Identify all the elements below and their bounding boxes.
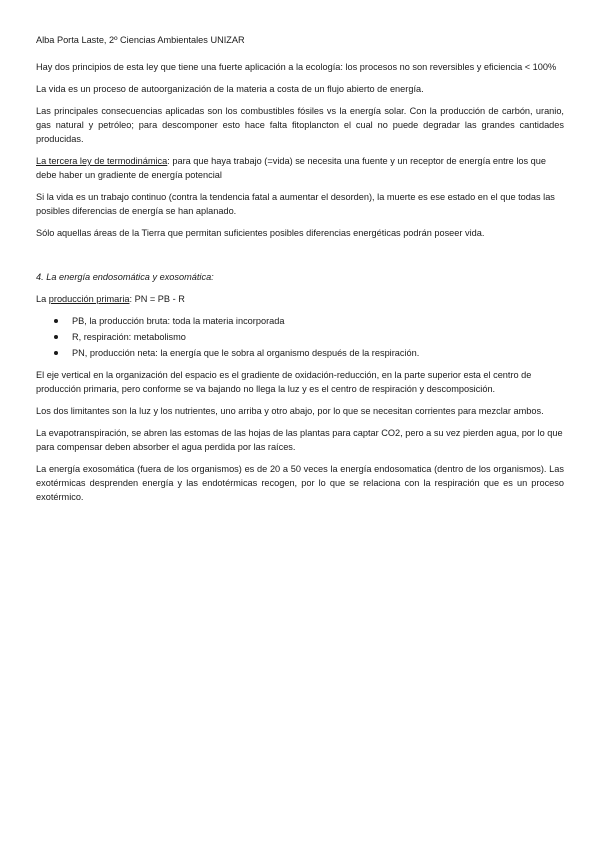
list-item: [36, 346, 564, 360]
list-item: [36, 330, 564, 344]
paragraph-exosomatic-energy: La energía exosomática (fuera de los organismos) es de 20 a 50 veces la energía endosomatica (dentro de los organismos). Las exotérmicas desprenden energía y las endotérmicas recogen, por lo que se relaciona con la respiración que es un proceso exotérmico.: [36, 464, 564, 502]
paragraph-vertical-axis: El eje vertical en la organización del espacio es el gradiente de oxidación-reducción, en la parte superior esta el centro de producción primaria, pero conforme se va bajando no llega la luz y es el centro de respiración y descomposición.: [36, 370, 532, 394]
bullet-text: PB, la producción bruta: toda la materia incorporada: [72, 316, 285, 326]
section-title: 4. La energía endosomática y exosomática:: [36, 272, 214, 282]
primary-production-prefix: La: [36, 294, 49, 304]
bullet-icon: [54, 319, 58, 323]
production-bullet-list: [36, 314, 564, 360]
primary-production-formula: : PN = PB - R: [129, 294, 185, 304]
document-page: [36, 33, 564, 512]
paragraph-evapotranspiration: La evapotranspiración, se abren las estomas de las hojas de las plantas para captar CO2, pero a su vez pierden agua, por lo que para compensar deben absorber el agua perdida por las raíces.: [36, 428, 563, 452]
bullet-icon: [54, 335, 58, 339]
bullet-text: PN, producción neta: la energía que le sobra al organismo después de la respiración.: [72, 348, 420, 358]
paragraph-principles: Hay dos principios de esta ley que tiene una fuerte aplicación a la ecología: los procesos no son reversibles y eficiencia < 100%: [36, 62, 557, 72]
third-law-text: : para que haya trabajo (=vida) se necesita una fuente y un receptor de energía entre los que debe haber un gradiente de energía potencial: [36, 156, 546, 180]
bullet-text: R, respiración: metabolismo: [72, 332, 186, 342]
paragraph-life-self-organization: La vida es un proceso de autoorganización de la materia a costa de un flujo abierto de energía.: [36, 84, 424, 94]
section-spacer: [36, 248, 564, 270]
primary-production-label: producción primaria: [48, 294, 130, 304]
third-law-label: La tercera ley de termodinámica: [36, 156, 168, 166]
paragraph-life-work: Si la vida es un trabajo continuo (contra la tendencia fatal a aumentar el desorden), la muerte es ese estado en el que todas las posibles diferencias de energía se han aplanado.: [36, 192, 555, 216]
bullet-icon: [54, 351, 58, 355]
paragraph-earth-areas: Sólo aquellas áreas de la Tierra que permitan suficientes posibles diferencias energéticas podrán poseer vida.: [36, 228, 485, 238]
list-item: [36, 314, 564, 328]
paragraph-consequences: Las principales consecuencias aplicadas son los combustibles fósiles vs la energía solar. Con la producción de carbón, uranio, gas natural y petróleo; para descomponer esto hace falta fitoplancton el cual no puede degradar las grandes cantidades producidas.: [36, 106, 564, 144]
document-header: Alba Porta Laste, 2º Ciencias Ambientales UNIZAR: [36, 35, 245, 45]
paragraph-primary-production: [36, 292, 564, 306]
paragraph-limiting-factors: Los dos limitantes son la luz y los nutrientes, uno arriba y otro abajo, por lo que se necesitan corrientes para mezclar ambos.: [36, 406, 544, 416]
paragraph-third-law: [36, 154, 564, 182]
